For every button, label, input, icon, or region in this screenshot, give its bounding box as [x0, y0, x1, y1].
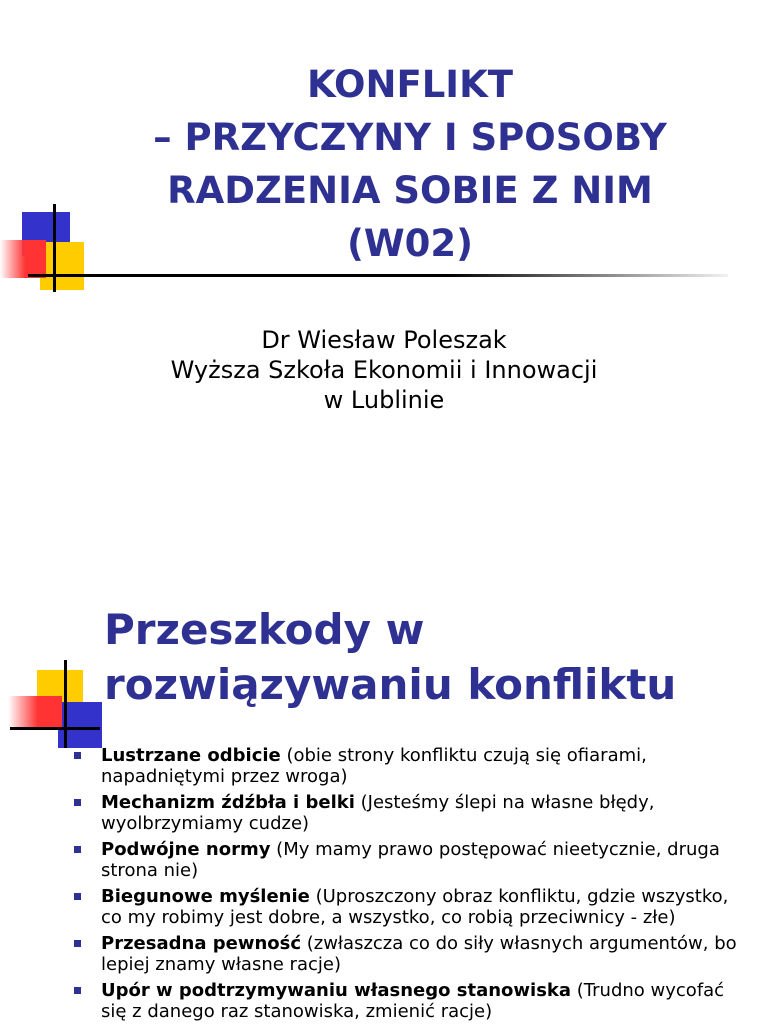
- deco-vertical-line: [64, 660, 67, 748]
- bullet-term: Biegunowe myślenie: [101, 886, 310, 907]
- bullet-term: Lustrzane odbicie: [101, 745, 281, 766]
- bullet-square-icon: [74, 846, 81, 853]
- slide-2-title-line-1: Przeszkody w: [104, 605, 425, 654]
- slide-2-divider-line: [10, 727, 100, 730]
- institution-name: Wyższa Szkoła Ekonomii i Innowacji: [170, 356, 598, 384]
- bullet-square-icon: [74, 893, 81, 900]
- bullet-description: (Uproszczony obraz konfliktu, gdzie wszystko, co my robimy jest dobre, a wszystko, co robią przeciwnicy - złe): [101, 886, 729, 928]
- slide-1-subtitle: [0, 325, 768, 415]
- list-item: [74, 839, 754, 881]
- bullet-term: Podwójne normy: [101, 839, 271, 860]
- slide-1-title: [90, 58, 730, 270]
- bullet-square-icon: [74, 799, 81, 806]
- bullet-square-icon: [74, 940, 81, 947]
- obstacle-list: [74, 745, 754, 1027]
- title-divider-line: [28, 274, 728, 277]
- bullet-description: (Jesteśmy ślepi na własne błędy, wyolbrzymiamy cudze): [101, 792, 655, 834]
- deco-red-square: [0, 240, 46, 278]
- list-item: [74, 792, 754, 834]
- institution-city: w Lublinie: [323, 386, 445, 414]
- bullet-description: (Trudno wycofać się z danego raz stanowiska, zmienić racje): [101, 980, 725, 1022]
- title-line-4: (W02): [346, 222, 474, 265]
- list-item: [74, 886, 754, 928]
- deco-yellow-square: [40, 242, 84, 290]
- bullet-description: (zwłaszcza co do siły własnych argumentów, bo lepiej znamy własne racje): [101, 933, 737, 975]
- bullet-square-icon: [74, 752, 81, 759]
- bullet-description: (My mamy prawo postępować nieetycznie, druga strona nie): [101, 839, 720, 881]
- slide-2-decoration: [0, 658, 110, 753]
- list-item: [74, 933, 754, 975]
- bullet-description: (obie strony konfliktu czują się ofiarami, napadniętymi przez wroga): [101, 745, 647, 787]
- deco-vertical-line: [53, 204, 56, 292]
- deco-red-square: [8, 696, 62, 730]
- author-name: Dr Wiesław Poleszak: [261, 326, 507, 354]
- title-line-3: RADZENIA SOBIE Z NIM: [167, 169, 653, 212]
- slide-2-title: [104, 602, 744, 712]
- list-item: [74, 745, 754, 787]
- bullet-term: Upór w podtrzymywaniu własnego stanowiska: [101, 980, 572, 1001]
- list-item: [74, 980, 754, 1022]
- title-line-1: KONFLIKT: [307, 63, 513, 106]
- title-line-2: – PRZYCZYNY I SPOSOBY: [153, 116, 667, 159]
- bullet-square-icon: [74, 987, 81, 994]
- slide-2-title-line-2: rozwiązywaniu konfliktu: [104, 660, 677, 709]
- bullet-term: Mechanizm źdźbła i belki: [101, 792, 355, 813]
- bullet-term: Przesadna pewność: [101, 933, 302, 954]
